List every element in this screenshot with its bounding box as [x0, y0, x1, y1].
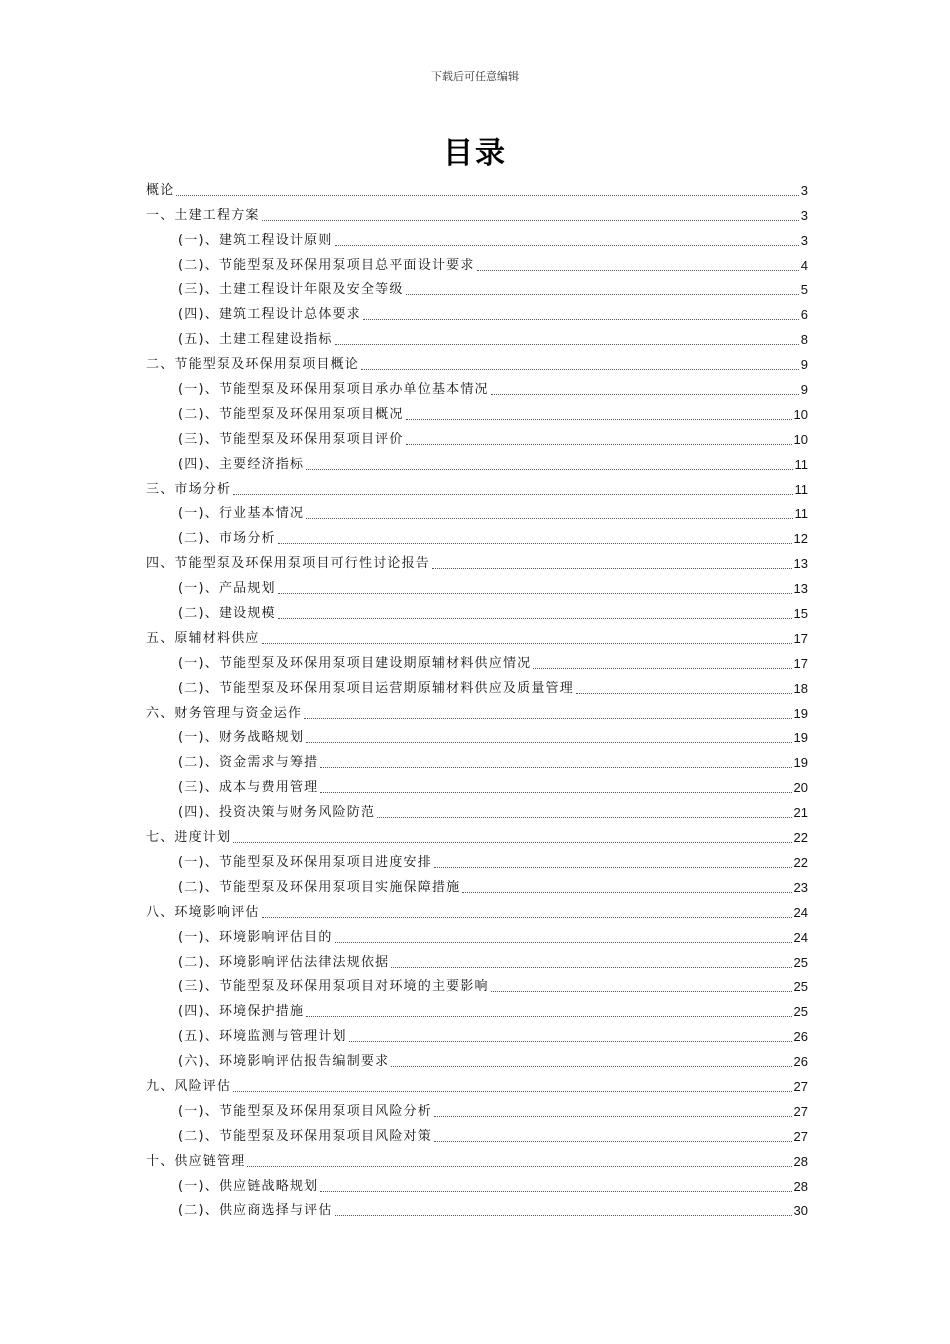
toc-entry-label: (二)、节能型泵及环保用泵项目概况: [178, 406, 404, 422]
toc-dot-leader: [320, 1190, 791, 1192]
toc-entry-label: (四)、投资决策与财务风险防范: [178, 805, 376, 821]
toc-entry[interactable]: [146, 448, 808, 473]
toc-entry[interactable]: [146, 697, 808, 722]
toc-entry[interactable]: [146, 274, 808, 299]
page-title: 目录: [443, 136, 507, 171]
toc-entry-page: 11: [794, 456, 808, 472]
toc-entry-label: (三)、土建工程设计年限及安全等级: [178, 282, 404, 298]
toc-entry-page: 17: [793, 630, 808, 646]
toc-entry-label: (三)、成本与费用管理: [178, 780, 319, 796]
toc-entry-page: 20: [793, 780, 808, 796]
toc-dot-leader: [176, 194, 798, 196]
toc-dot-leader: [434, 1115, 792, 1117]
toc-entry-label: 二、节能型泵及环保用泵项目概论: [146, 357, 360, 373]
toc-entry[interactable]: [146, 672, 808, 697]
toc-entry[interactable]: [146, 846, 808, 871]
toc-entry-label: (五)、环境监测与管理计划: [178, 1029, 347, 1045]
toc-entry-label: (五)、土建工程建设指标: [178, 332, 333, 348]
toc-entry-label: 十、供应链管理: [146, 1153, 246, 1169]
toc-entry[interactable]: [146, 995, 808, 1020]
toc-entry-label: (二)、节能型泵及环保用泵项目运营期原辅材料供应及质量管理: [178, 680, 574, 696]
toc-dot-leader: [320, 766, 791, 768]
toc-entry-page: 28: [793, 1153, 808, 1169]
toc-dot-leader: [349, 1040, 792, 1042]
toc-dot-leader: [233, 1090, 791, 1092]
toc-entry-label: 五、原辅材料供应: [146, 630, 260, 646]
toc-entry-page: 13: [793, 556, 808, 572]
toc-entry-label: 三、市场分析: [146, 481, 232, 497]
toc-dot-leader: [477, 269, 799, 271]
toc-entry-page: 10: [793, 431, 808, 447]
toc-entry-page: 10: [793, 406, 808, 422]
toc-entry-page: 11: [794, 481, 808, 497]
toc-entry[interactable]: [146, 1020, 808, 1045]
toc-dot-leader: [406, 443, 792, 445]
toc-dot-leader: [335, 941, 792, 943]
toc-dot-leader: [335, 343, 799, 345]
toc-entry-label: (一)、供应链战略规划: [178, 1178, 319, 1194]
toc-entry[interactable]: [146, 722, 808, 747]
toc-entry[interactable]: [146, 323, 808, 348]
toc-dot-leader: [335, 244, 799, 246]
toc-entry[interactable]: [146, 871, 808, 896]
toc-dot-leader: [491, 990, 792, 992]
toc-entry-label: (一)、环境影响评估目的: [178, 929, 333, 945]
toc-entry[interactable]: [146, 821, 808, 846]
toc-entry[interactable]: [146, 423, 808, 448]
toc-entry-label: (二)、节能型泵及环保用泵项目实施保障措施: [178, 879, 461, 895]
toc-entry-page: 6: [800, 307, 808, 323]
toc-dot-leader: [247, 1165, 791, 1167]
toc-entry-page: 19: [793, 705, 808, 721]
toc-dot-leader: [406, 293, 799, 295]
toc-entry-page: 4: [800, 257, 808, 273]
toc-dot-leader: [262, 642, 792, 644]
toc-entry[interactable]: [146, 771, 808, 796]
toc-dot-leader: [432, 567, 792, 569]
toc-entry-label: 八、环境影响评估: [146, 904, 260, 920]
toc-entry-page: 3: [800, 232, 808, 248]
toc-entry-page: 26: [793, 1029, 808, 1045]
toc-entry-page: 25: [793, 954, 808, 970]
toc-entry-label: 七、进度计划: [146, 830, 232, 846]
toc-entry-page: 24: [793, 904, 808, 920]
toc-dot-leader: [391, 966, 791, 968]
toc-entry-page: 3: [800, 207, 808, 223]
toc-entry-label: 概论: [146, 182, 175, 198]
toc-entry-page: 9: [800, 382, 808, 398]
toc-entry[interactable]: [146, 174, 808, 199]
toc-entry[interactable]: [146, 946, 808, 971]
toc-entry[interactable]: [146, 896, 808, 921]
toc-entry-page: 27: [793, 1103, 808, 1119]
toc-dot-leader: [491, 393, 799, 395]
toc-entry-label: (二)、节能型泵及环保用泵项目总平面设计要求: [178, 257, 475, 273]
toc-entry-page: 28: [793, 1178, 808, 1194]
toc-dot-leader: [434, 1140, 792, 1142]
toc-dot-leader: [363, 318, 799, 320]
toc-entry-label: (一)、财务战略规划: [178, 730, 305, 746]
toc-entry[interactable]: [146, 224, 808, 249]
toc-entry[interactable]: [146, 249, 808, 274]
toc-entry-page: 17: [793, 655, 808, 671]
toc-entry-page: 30: [793, 1203, 808, 1219]
toc-dot-leader: [406, 418, 792, 420]
toc-entry-page: 5: [800, 282, 808, 298]
toc-entry-page: 15: [793, 606, 808, 622]
toc-entry-page: 11: [794, 506, 808, 522]
toc-entry-label: (二)、资金需求与筹措: [178, 755, 319, 771]
toc-entry-label: 九、风险评估: [146, 1078, 232, 1094]
toc-entry[interactable]: [146, 1095, 808, 1120]
toc-entry[interactable]: [146, 572, 808, 597]
toc-entry-page: 24: [793, 929, 808, 945]
toc-entry-label: (二)、节能型泵及环保用泵项目风险对策: [178, 1128, 432, 1144]
toc-entry[interactable]: [146, 622, 808, 647]
toc-dot-leader: [278, 542, 792, 544]
toc-dot-leader: [262, 219, 799, 221]
toc-entry-page: 18: [793, 680, 808, 696]
toc-entry-page: 12: [793, 531, 808, 547]
toc-dot-leader: [377, 816, 791, 818]
toc-entry-label: (二)、建设规模: [178, 606, 276, 622]
toc-entry-label: (一)、节能型泵及环保用泵项目风险分析: [178, 1103, 432, 1119]
toc-entry[interactable]: [146, 348, 808, 373]
toc-entry[interactable]: [146, 1170, 808, 1195]
toc-entry-label: (一)、建筑工程设计原则: [178, 232, 333, 248]
toc-entry[interactable]: [146, 398, 808, 423]
toc-entry[interactable]: [146, 597, 808, 622]
toc-dot-leader: [320, 791, 791, 793]
toc-entry[interactable]: [146, 1195, 808, 1220]
toc-entry-page: 22: [793, 830, 808, 846]
toc-entry[interactable]: [146, 522, 808, 547]
toc-dot-leader: [233, 493, 792, 495]
toc-dot-leader: [304, 717, 791, 719]
toc-entry-label: (四)、主要经济指标: [178, 456, 305, 472]
toc-entry-label: 六、财务管理与资金运作: [146, 705, 303, 721]
toc-entry-label: (二)、供应商选择与评估: [178, 1203, 333, 1219]
toc-entry-label: (六)、环境影响评估报告编制要求: [178, 1054, 390, 1070]
toc-dot-leader: [434, 866, 792, 868]
toc-entry-page: 26: [793, 1054, 808, 1070]
toc-entry-page: 8: [800, 332, 808, 348]
toc-entry-page: 27: [793, 1128, 808, 1144]
toc-entry[interactable]: [146, 1145, 808, 1170]
toc-entry[interactable]: [146, 473, 808, 498]
toc-entry-page: 9: [800, 357, 808, 373]
toc-dot-leader: [306, 1015, 791, 1017]
toc-entry[interactable]: [146, 1070, 808, 1095]
toc-entry-page: 19: [793, 755, 808, 771]
toc-dot-leader: [306, 741, 791, 743]
toc-dot-leader: [391, 1065, 791, 1067]
toc-list: [146, 174, 808, 1219]
toc-dot-leader: [306, 517, 792, 519]
toc-entry[interactable]: [146, 647, 808, 672]
toc-entry-label: 一、土建工程方案: [146, 207, 260, 223]
toc-entry-label: (二)、环境影响评估法律法规依据: [178, 954, 390, 970]
toc-entry-label: (一)、行业基本情况: [178, 506, 305, 522]
toc-entry-page: 27: [793, 1078, 808, 1094]
toc-entry-page: 23: [793, 879, 808, 895]
toc-entry[interactable]: [146, 746, 808, 771]
toc-entry[interactable]: [146, 547, 808, 572]
toc-dot-leader: [262, 916, 792, 918]
toc-dot-leader: [533, 667, 791, 669]
toc-entry-label: (四)、建筑工程设计总体要求: [178, 307, 361, 323]
toc-dot-leader: [462, 891, 791, 893]
toc-entry[interactable]: [146, 298, 808, 323]
toc-dot-leader: [306, 468, 792, 470]
header-note: 下载后可任意编辑: [431, 70, 519, 83]
toc-dot-leader: [278, 592, 792, 594]
toc-entry[interactable]: [146, 498, 808, 523]
toc-entry[interactable]: [146, 921, 808, 946]
toc-entry[interactable]: [146, 1045, 808, 1070]
toc-entry[interactable]: [146, 971, 808, 996]
toc-entry-page: 19: [793, 730, 808, 746]
toc-entry-page: 25: [793, 979, 808, 995]
toc-entry-page: 13: [793, 581, 808, 597]
toc-entry-page: 25: [793, 1004, 808, 1020]
toc-dot-leader: [576, 692, 792, 694]
toc-entry[interactable]: [146, 1120, 808, 1145]
toc-entry-label: (一)、节能型泵及环保用泵项目进度安排: [178, 854, 432, 870]
toc-entry-label: 四、节能型泵及环保用泵项目可行性讨论报告: [146, 556, 431, 572]
toc-entry[interactable]: [146, 373, 808, 398]
toc-entry-label: (一)、节能型泵及环保用泵项目建设期原辅材料供应情况: [178, 655, 532, 671]
toc-dot-leader: [233, 841, 791, 843]
toc-dot-leader: [361, 368, 799, 370]
toc-entry-page: 22: [793, 854, 808, 870]
toc-entry-label: (四)、环境保护措施: [178, 1004, 305, 1020]
toc-entry-label: (一)、节能型泵及环保用泵项目承办单位基本情况: [178, 382, 489, 398]
toc-entry-label: (一)、产品规划: [178, 581, 276, 597]
toc-entry-label: (三)、节能型泵及环保用泵项目评价: [178, 431, 404, 447]
toc-dot-leader: [335, 1214, 792, 1216]
toc-entry-label: (三)、节能型泵及环保用泵项目对环境的主要影响: [178, 979, 489, 995]
toc-entry-label: (二)、市场分析: [178, 531, 276, 547]
toc-dot-leader: [278, 617, 792, 619]
toc-entry-page: 3: [800, 182, 808, 198]
toc-entry[interactable]: [146, 199, 808, 224]
toc-entry[interactable]: [146, 796, 808, 821]
toc-entry-page: 21: [793, 805, 808, 821]
